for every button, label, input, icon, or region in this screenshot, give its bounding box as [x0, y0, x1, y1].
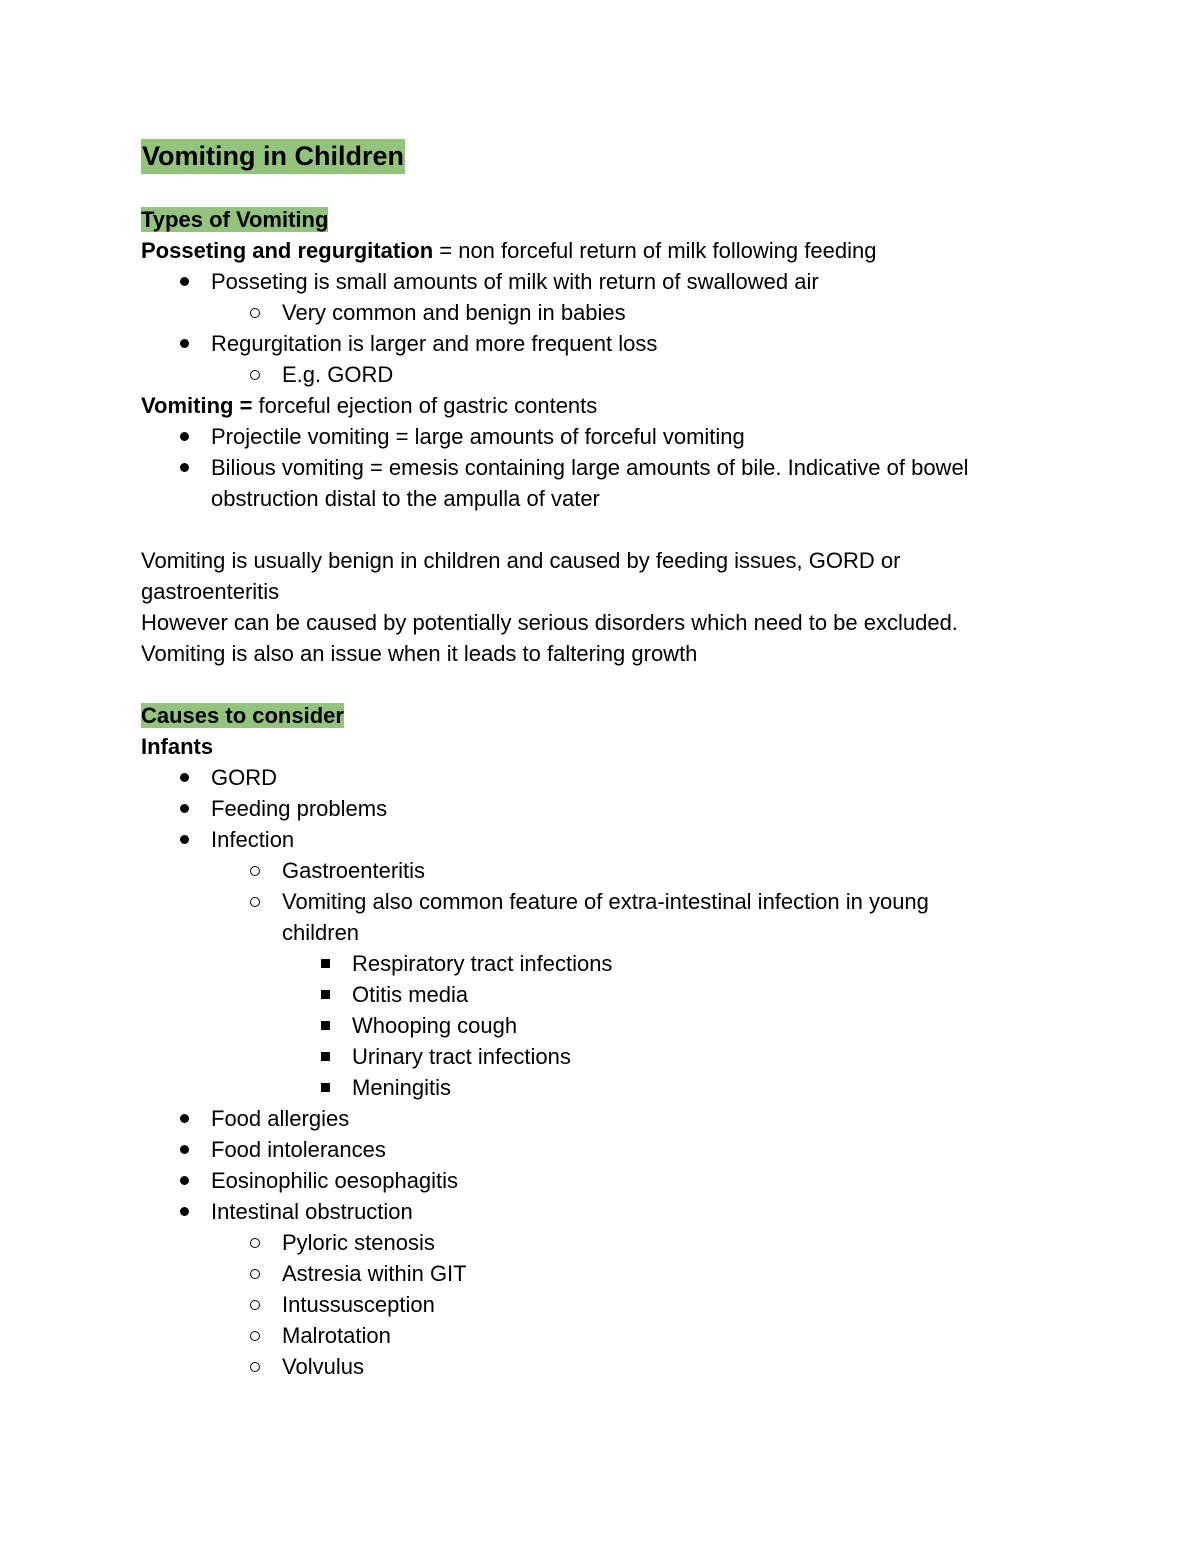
document-page	[141, 138, 1041, 1382]
list-item: E.g. GORD	[141, 359, 1041, 390]
bullet-circle-icon	[250, 897, 260, 907]
list-item: Very common and benign in babies	[141, 297, 1041, 328]
bullet-square-icon	[321, 1052, 330, 1061]
list-item: Respiratory tract infections	[141, 948, 1041, 979]
list-item: Intussusception	[141, 1289, 1041, 1320]
bullet-disc-icon	[180, 1114, 189, 1123]
list-item: Gastroenteritis	[141, 855, 1041, 886]
bullet-disc-icon	[180, 463, 189, 472]
bullet-circle-icon	[250, 370, 260, 380]
bullet-disc-icon	[180, 1145, 189, 1154]
section-heading-causes: Causes to consider	[141, 703, 344, 728]
list-item: Regurgitation is larger and more frequent loss	[141, 328, 1041, 359]
page-title-text: Vomiting in Children	[141, 139, 405, 174]
list-item: Intestinal obstruction	[141, 1196, 1041, 1227]
list-item: Pyloric stenosis	[141, 1227, 1041, 1258]
bullet-circle-icon	[250, 1238, 260, 1248]
list-item: Astresia within GIT	[141, 1258, 1041, 1289]
list-item: Posseting is small amounts of milk with return of swallowed air	[141, 266, 1041, 297]
list-item: Otitis media	[141, 979, 1041, 1010]
list-item: Malrotation	[141, 1320, 1041, 1351]
list-item: Feeding problems	[141, 793, 1041, 824]
bullet-circle-icon	[250, 1331, 260, 1341]
page-title	[141, 138, 1041, 174]
bullet-disc-icon	[180, 835, 189, 844]
list-item: Eosinophilic oesophagitis	[141, 1165, 1041, 1196]
paragraph: Vomiting is usually benign in children and caused by feeding issues, GORD or gastroenteritis	[141, 548, 901, 604]
posseting-definition: Posseting and regurgitation = non forceful return of milk following feeding	[141, 238, 877, 263]
bullet-circle-icon	[250, 1362, 260, 1372]
paragraph: However can be caused by potentially serious disorders which need to be excluded.	[141, 610, 958, 635]
paragraph: Vomiting is also an issue when it leads to faltering growth	[141, 641, 698, 666]
list-item: Volvulus	[141, 1351, 1041, 1382]
bullet-square-icon	[321, 990, 330, 999]
list-item: Whooping cough	[141, 1010, 1041, 1041]
bullet-square-icon	[321, 959, 330, 968]
bullet-circle-icon	[250, 1300, 260, 1310]
list-item: Food allergies	[141, 1103, 1041, 1134]
list-item: Urinary tract infections	[141, 1041, 1041, 1072]
list-item: Vomiting also common feature of extra-intestinal infection in young children	[141, 886, 982, 948]
bullet-disc-icon	[180, 1207, 189, 1216]
bullet-square-icon	[321, 1083, 330, 1092]
list-item: Projectile vomiting = large amounts of forceful vomiting	[141, 421, 1041, 452]
bullet-disc-icon	[180, 432, 189, 441]
list-item: Bilious vomiting = emesis containing large amounts of bile. Indicative of bowel obstruction distal to the ampulla of vater	[141, 452, 1021, 514]
bullet-square-icon	[321, 1021, 330, 1030]
bullet-disc-icon	[180, 804, 189, 813]
bullet-circle-icon	[250, 1269, 260, 1279]
bullet-disc-icon	[180, 1176, 189, 1185]
bullet-circle-icon	[250, 308, 260, 318]
list-item: GORD	[141, 762, 1041, 793]
vomiting-definition: Vomiting = forceful ejection of gastric contents	[141, 393, 598, 418]
bullet-disc-icon	[180, 339, 189, 348]
list-item: Food intolerances	[141, 1134, 1041, 1165]
bullet-disc-icon	[180, 277, 189, 286]
list-item: Infection	[141, 824, 1041, 855]
bullet-disc-icon	[180, 773, 189, 782]
list-item: Meningitis	[141, 1072, 1041, 1103]
bullet-circle-icon	[250, 866, 260, 876]
subheading-infants: Infants	[141, 734, 214, 759]
section-heading-types: Types of Vomiting	[141, 207, 329, 232]
